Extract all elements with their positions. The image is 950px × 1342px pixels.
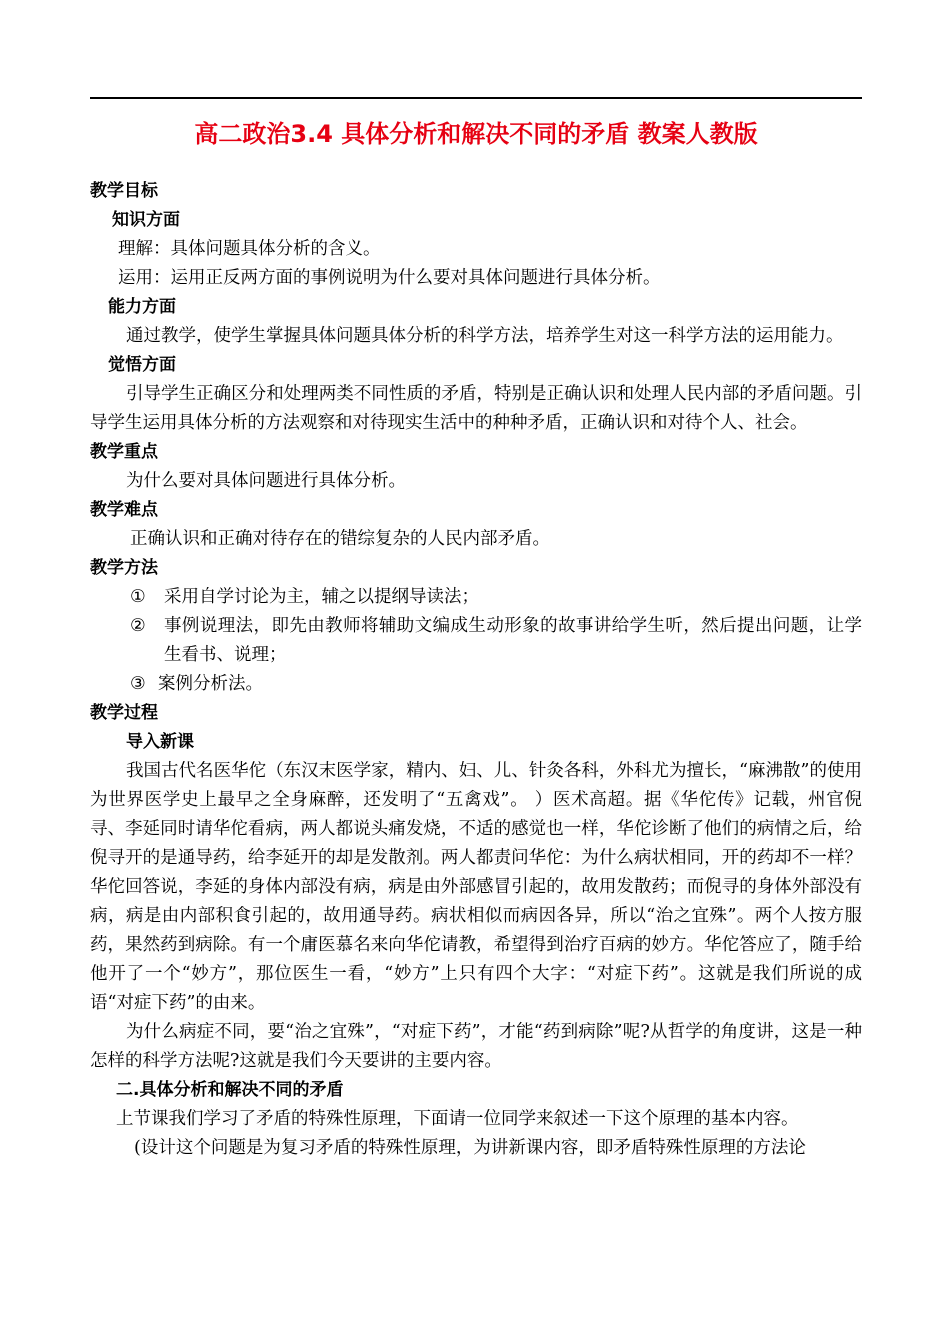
- method-number: ①: [130, 587, 146, 607]
- heading-section-two: 二.具体分析和解决不同的矛盾: [116, 1080, 344, 1100]
- method-item: [90, 670, 862, 699]
- method-text: 采用自学讨论为主，辅之以提纲导读法；: [164, 587, 479, 607]
- heading-process: 教学过程: [90, 703, 158, 723]
- difficulties-text: 正确认识和正确对待存在的错综复杂的人民内部矛盾。: [130, 529, 550, 549]
- knowledge-apply: 运用：运用正反两方面的事例说明为什么要对具体问题进行具体分析。: [118, 268, 661, 288]
- intro-question: 为什么病症不同，要“治之宜殊”，“对症下药”，才能“药到病除”呢?从哲学的角度讲，这是一种怎样的科学方法呢?这就是我们今天要讲的主要内容。: [90, 1022, 862, 1071]
- awareness-text: 引导学生正确区分和处理两类不同性质的矛盾，特别是正确认识和处理人民内部的矛盾问题。引导学生运用具体分析的方法观察和对待现实生活中的种种矛盾，正确认识和对待个人、社会。: [90, 384, 862, 433]
- heading-awareness: 觉悟方面: [108, 355, 176, 375]
- method-item: [90, 583, 862, 612]
- document-title: 高二政治3.4 具体分析和解决不同的矛盾 教案人教版: [194, 120, 758, 148]
- heading-key-points: 教学重点: [90, 442, 158, 462]
- heading-methods: 教学方法: [90, 558, 158, 578]
- heading-intro: 导入新课: [126, 732, 194, 752]
- heading-objectives: 教学目标: [90, 181, 158, 201]
- heading-ability: 能力方面: [108, 297, 176, 317]
- design-note: (设计这个问题是为复习矛盾的特殊性原理，为讲新课内容，即矛盾特殊性原理的方法论: [134, 1138, 806, 1158]
- heading-knowledge: 知识方面: [112, 210, 180, 230]
- method-number: ②: [130, 616, 146, 636]
- key-points-text: 为什么要对具体问题进行具体分析。: [126, 471, 406, 491]
- method-text: 事例说理法，即先由教师将辅助文编成生动形象的故事讲给学生听，然后提出问题，让学生看书、说理；: [164, 616, 862, 665]
- method-number: ③: [130, 674, 146, 694]
- knowledge-understand: 理解：具体问题具体分析的含义。: [118, 239, 381, 259]
- intro-story: 我国古代名医华佗（东汉末医学家，精内、妇、儿、针灸各科，外科尤为擅长，“麻沸散”的使用为世界医学史上最早之全身麻醉，还发明了“五禽戏”。 ）医术高超。据《华佗传》记载，州官倪寻、李延同时请华佗看病，两人都说头痛发烧，不适的感觉也一样，华佗诊断了他们的病情之后，给倪寻开的是通导药，给李延开的却是发散剂。两人都责问华佗：为什么病状相同，开的药却不一样？华佗回答说，李延的身体内部没有病，病是由外部感冒引起的，故用发散药；而倪寻的身体外部没有病，病是由内部积食引起的，故用通导药。病状相似而病因各异，所以“治之宜殊”。两个人按方服药，果然药到病除。有一个庸医慕名来向华佗请教，希望得到治疗百病的妙方。华佗答应了，随手给他开了一个“妙方”，那位医生一看，“妙方”上只有四个大字：“对症下药”。这就是我们所说的成语“对症下药”的由来。: [90, 761, 862, 1013]
- document-body: [90, 177, 862, 1163]
- heading-difficulties: 教学难点: [90, 500, 158, 520]
- method-item: [90, 612, 862, 670]
- review-text: 上节课我们学习了矛盾的特殊性原理，下面请一位同学来叙述一下这个原理的基本内容。: [116, 1109, 799, 1129]
- header-rule: [90, 97, 862, 99]
- method-text: 案例分析法。: [158, 674, 263, 694]
- ability-text: 通过教学，使学生掌握具体问题具体分析的科学方法，培养学生对这一科学方法的运用能力。: [126, 326, 844, 346]
